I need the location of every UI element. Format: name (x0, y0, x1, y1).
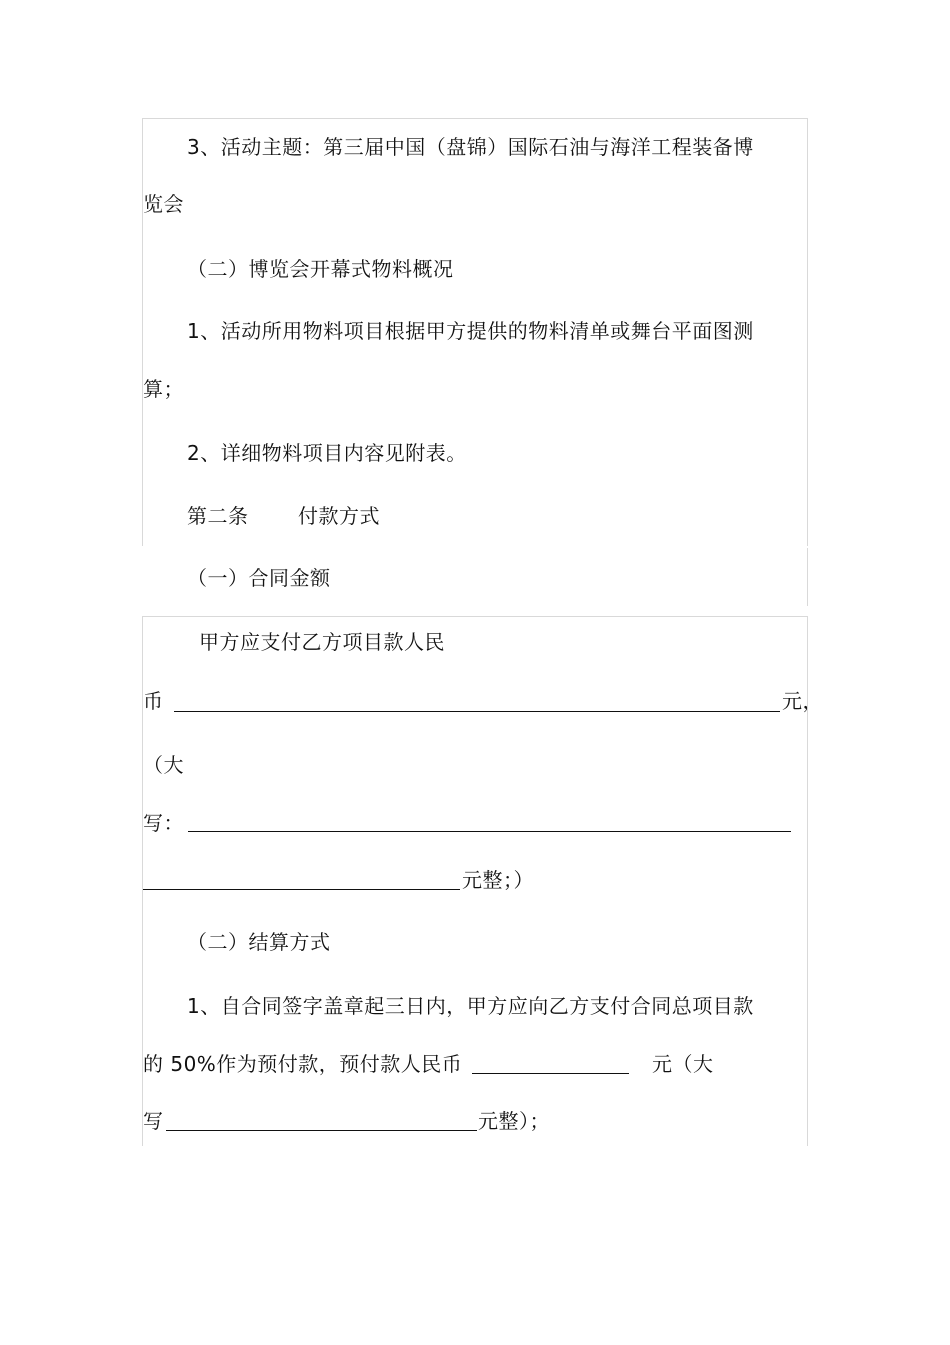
frame-right-2 (807, 548, 808, 606)
materials-item-1: 1、活动所用物料项目根据甲方提供的物料清单或舞台平面图测 (187, 319, 754, 343)
materials-item-1-cont: 算； (143, 377, 184, 401)
prepayment-line: 的 50%作为预付款，预付款人民币 (143, 1052, 463, 1076)
amount-words-blank-2 (143, 889, 460, 890)
settlement-item-1: 1、自合同签字盖章起三日内，甲方应向乙方支付合同总项目款 (187, 994, 754, 1018)
activity-theme-line-cont: 览会 (143, 192, 184, 216)
frame-left-1 (142, 118, 143, 546)
amount-words-close: 元整；） (462, 868, 534, 892)
amount-words-label: 写： (143, 811, 184, 835)
amount-words-open: （大 (143, 753, 184, 777)
amount-unit-label: 元， (782, 689, 823, 713)
amount-words-blank-1 (188, 831, 791, 832)
section-heading-settlement: （二）结算方式 (187, 930, 331, 954)
frame-top-2 (142, 616, 808, 617)
section-heading-contract-amount: （一）合同金额 (187, 566, 331, 590)
prepayment-words-close: 元整）； (478, 1109, 550, 1133)
prepayment-unit: 元（大 (652, 1052, 714, 1076)
activity-theme-line: 3、活动主题：第三届中国（盘锦）国际石油与海洋工程装备博 (187, 135, 754, 159)
amount-figure-blank (174, 711, 780, 712)
frame-right-1 (807, 118, 808, 546)
frame-top-1 (142, 118, 808, 119)
materials-item-2: 2、详细物料项目内容见附表。 (187, 441, 467, 465)
prepayment-words-blank (166, 1130, 477, 1131)
article-number: 第二条 (187, 504, 249, 528)
prepayment-words-label: 写 (143, 1109, 164, 1133)
amount-sentence: 甲方应支付乙方项目款人民 (199, 630, 445, 654)
article-title: 付款方式 (298, 504, 380, 528)
prepayment-figure-blank (472, 1073, 629, 1074)
section-heading-materials: （二）博览会开幕式物料概况 (187, 257, 454, 281)
amount-currency-label: 币 (143, 689, 164, 713)
